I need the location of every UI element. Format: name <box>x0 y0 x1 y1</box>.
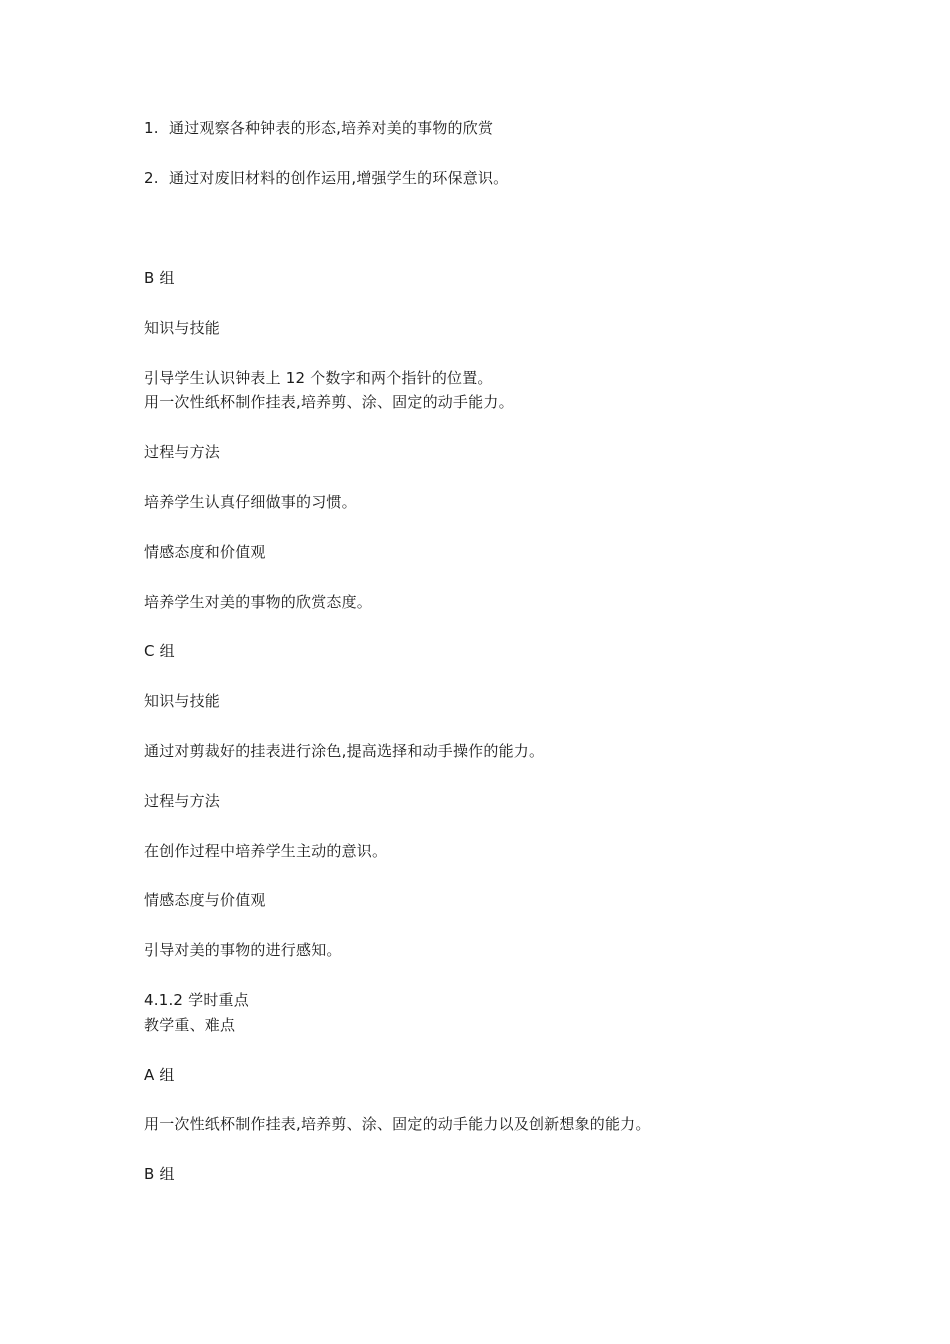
section-heading: 知识与技能 <box>144 692 221 710</box>
paragraph: 培养学生对美的事物的欣赏态度。 <box>144 593 373 611</box>
list-text: 通过观察各种钟表的形态,培养对美的事物的欣赏 <box>168 119 494 137</box>
section-heading: 过程与方法 <box>144 792 221 810</box>
paragraph: 引导对美的事物的进行感知。 <box>144 941 342 959</box>
list-number: 2. <box>144 169 159 187</box>
group-heading-b: B 组 <box>144 1165 175 1183</box>
section-heading: 教学重、难点 <box>144 1016 236 1034</box>
group-heading-c: C 组 <box>144 642 175 660</box>
paragraph: 在创作过程中培养学生主动的意识。 <box>144 842 388 860</box>
paragraph: 通过对剪裁好的挂表进行涂色,提高选择和动手操作的能力。 <box>144 742 545 760</box>
section-heading: 过程与方法 <box>144 443 221 461</box>
list-item <box>144 168 508 188</box>
section-number-heading: 4.1.2 学时重点 <box>144 991 249 1009</box>
section-heading: 情感态度与价值观 <box>144 891 266 909</box>
paragraph: 用一次性纸杯制作挂表,培养剪、涂、固定的动手能力以及创新想象的能力。 <box>144 1115 651 1133</box>
section-heading: 知识与技能 <box>144 319 221 337</box>
list-number: 1. <box>144 119 159 137</box>
paragraph: 引导学生认识钟表上 12 个数字和两个指针的位置。 <box>144 369 493 387</box>
paragraph: 用一次性纸杯制作挂表,培养剪、涂、固定的动手能力。 <box>144 393 514 411</box>
group-heading-a: A 组 <box>144 1066 175 1084</box>
paragraph: 培养学生认真仔细做事的习惯。 <box>144 493 357 511</box>
group-heading-b: B 组 <box>144 269 175 287</box>
list-item <box>144 118 493 138</box>
section-heading: 情感态度和价值观 <box>144 543 266 561</box>
list-text: 通过对废旧材料的创作运用,增强学生的环保意识。 <box>168 169 509 187</box>
